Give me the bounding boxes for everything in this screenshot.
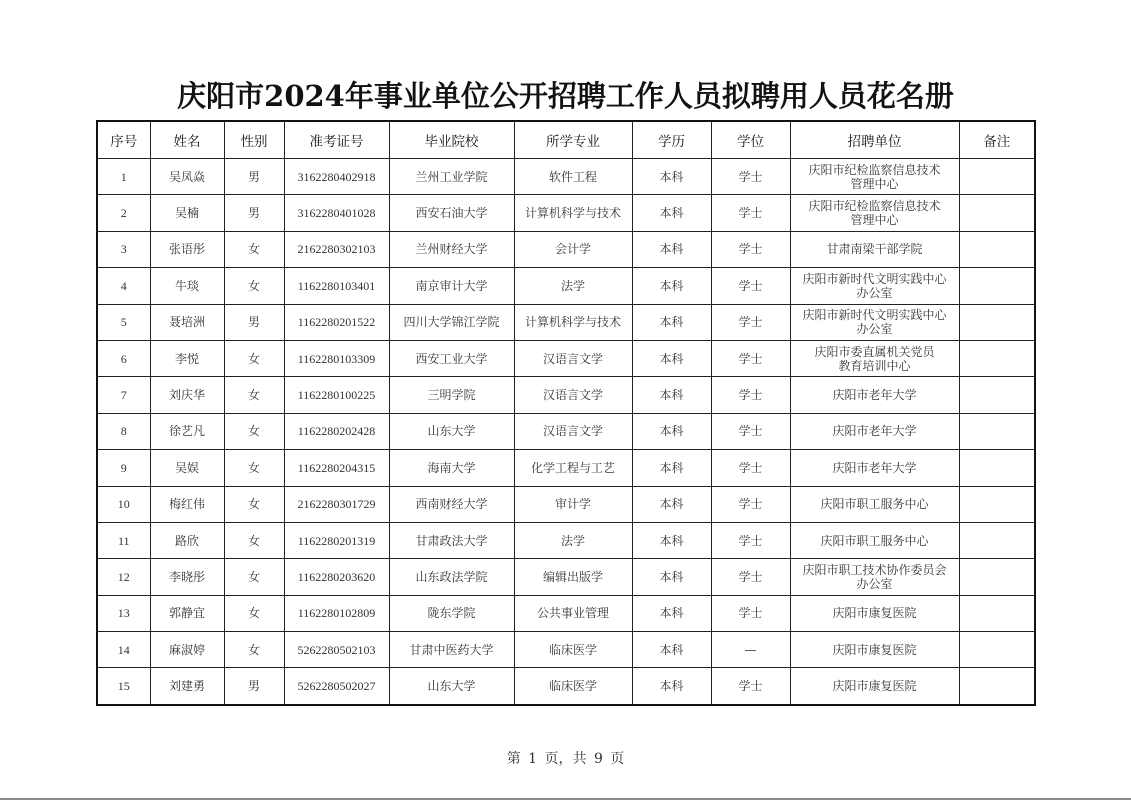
cell-gender: 女: [224, 486, 284, 522]
document-title: 庆阳市2024年事业单位公开招聘工作人员拟聘用人员花名册: [177, 79, 954, 113]
unit-line: 庆阳市老年大学: [832, 388, 917, 403]
table-row: [97, 595, 1035, 631]
unit-line: 庆阳市老年大学: [832, 424, 917, 439]
cell-school: 西安石油大学: [389, 195, 514, 231]
cell-unit: [790, 413, 959, 449]
cell-degree: 学士: [711, 195, 790, 231]
cell-exam-id: 1162280201522: [284, 304, 389, 340]
cell-no: 5: [97, 304, 150, 340]
cell-education: 本科: [632, 159, 711, 195]
cell-degree: 学士: [711, 559, 790, 595]
cell-remark: [959, 195, 1035, 231]
cell-unit: [790, 450, 959, 486]
unit-line: 庆阳市新时代文明实践中心: [802, 308, 947, 323]
cell-no: 7: [97, 377, 150, 413]
cell-remark: [959, 159, 1035, 195]
cell-major: 会计学: [514, 231, 632, 267]
cell-school: 甘肃政法大学: [389, 522, 514, 558]
cell-exam-id: 5262280502027: [284, 668, 389, 705]
cell-school: 陇东学院: [389, 595, 514, 631]
cell-unit: [790, 159, 959, 195]
cell-unit: [790, 377, 959, 413]
cell-remark: [959, 486, 1035, 522]
cell-remark: [959, 595, 1035, 631]
cell-name: 聂培洲: [150, 304, 224, 340]
cell-exam-id: 1162280102809: [284, 595, 389, 631]
cell-remark: [959, 668, 1035, 705]
cell-education: 本科: [632, 632, 711, 668]
cell-education: 本科: [632, 231, 711, 267]
cell-exam-id: 2162280302103: [284, 231, 389, 267]
cell-name: 梅红伟: [150, 486, 224, 522]
table-row: [97, 450, 1035, 486]
table-row: [97, 159, 1035, 195]
cell-no: 15: [97, 668, 150, 705]
cell-no: 14: [97, 632, 150, 668]
header-gender: 性别: [224, 121, 284, 159]
header-name: 姓名: [150, 121, 224, 159]
cell-major: 汉语言文学: [514, 340, 632, 376]
unit-line: 管理中心: [850, 213, 899, 228]
cell-school: 海南大学: [389, 450, 514, 486]
cell-unit: [790, 522, 959, 558]
table-row: [97, 268, 1035, 304]
header-no: 序号: [97, 121, 150, 159]
cell-unit: [790, 668, 959, 705]
cell-exam-id: 3162280401028: [284, 195, 389, 231]
cell-school: 西南财经大学: [389, 486, 514, 522]
table-row: [97, 304, 1035, 340]
cell-exam-id: 1162280103401: [284, 268, 389, 304]
cell-exam-id: 1162280204315: [284, 450, 389, 486]
cell-no: 10: [97, 486, 150, 522]
cell-major: 汉语言文学: [514, 377, 632, 413]
cell-name: 张语彤: [150, 231, 224, 267]
table-body: [97, 159, 1035, 705]
unit-line: 庆阳市纪检监察信息技术: [808, 199, 941, 214]
cell-major: 计算机科学与技术: [514, 304, 632, 340]
cell-education: 本科: [632, 486, 711, 522]
cell-major: 法学: [514, 268, 632, 304]
unit-line: 庆阳市康复医院: [832, 642, 917, 657]
header-education: 学历: [632, 121, 711, 159]
cell-exam-id: 1162280100225: [284, 377, 389, 413]
cell-degree: 学士: [711, 668, 790, 705]
cell-education: 本科: [632, 522, 711, 558]
cell-major: 法学: [514, 522, 632, 558]
table-row: [97, 632, 1035, 668]
cell-remark: [959, 231, 1035, 267]
cell-degree: 学士: [711, 413, 790, 449]
cell-remark: [959, 632, 1035, 668]
cell-name: 麻淑婷: [150, 632, 224, 668]
header-remark: 备注: [959, 121, 1035, 159]
cell-gender: 女: [224, 559, 284, 595]
cell-school: 南京审计大学: [389, 268, 514, 304]
cell-gender: 女: [224, 595, 284, 631]
cell-gender: 女: [224, 413, 284, 449]
cell-name: 刘建勇: [150, 668, 224, 705]
roster-table: [96, 120, 1036, 706]
cell-school: 西安工业大学: [389, 340, 514, 376]
cell-unit: [790, 340, 959, 376]
cell-unit: [790, 559, 959, 595]
cell-education: 本科: [632, 413, 711, 449]
unit-line: 庆阳市老年大学: [832, 460, 917, 475]
cell-remark: [959, 522, 1035, 558]
header-row: [97, 121, 1035, 159]
unit-line: 庆阳市职工服务中心: [820, 497, 929, 512]
cell-gender: 女: [224, 377, 284, 413]
cell-no: 1: [97, 159, 150, 195]
cell-unit: [790, 632, 959, 668]
unit-line: 庆阳市新时代文明实践中心: [802, 271, 947, 286]
cell-degree: 学士: [711, 486, 790, 522]
table-row: [97, 522, 1035, 558]
unit-line: 庆阳市职工服务中心: [820, 533, 929, 548]
header-degree: 学位: [711, 121, 790, 159]
unit-line: 庆阳市委直属机关党员: [814, 344, 935, 359]
cell-major: 化学工程与工艺: [514, 450, 632, 486]
cell-remark: [959, 340, 1035, 376]
cell-education: 本科: [632, 377, 711, 413]
unit-line: 庆阳市康复医院: [832, 606, 917, 621]
cell-no: 2: [97, 195, 150, 231]
unit-line: 办公室: [856, 285, 893, 300]
table-row: [97, 486, 1035, 522]
unit-line: 庆阳市职工技术协作委员会: [802, 562, 947, 577]
table-row: [97, 559, 1035, 595]
cell-name: 郭静宜: [150, 595, 224, 631]
cell-no: 13: [97, 595, 150, 631]
cell-exam-id: 1162280201319: [284, 522, 389, 558]
cell-major: 编辑出版学: [514, 559, 632, 595]
cell-remark: [959, 304, 1035, 340]
cell-unit: [790, 304, 959, 340]
cell-name: 吴凤焱: [150, 159, 224, 195]
cell-gender: 女: [224, 450, 284, 486]
cell-name: 李悦: [150, 340, 224, 376]
cell-gender: 女: [224, 340, 284, 376]
table-row: [97, 340, 1035, 376]
cell-degree: 学士: [711, 340, 790, 376]
cell-unit: [790, 231, 959, 267]
cell-exam-id: 2162280301729: [284, 486, 389, 522]
cell-gender: 男: [224, 195, 284, 231]
cell-name: 李晓彤: [150, 559, 224, 595]
cell-degree: 学士: [711, 231, 790, 267]
table-row: [97, 413, 1035, 449]
table-header: [97, 121, 1035, 159]
cell-school: 兰州工业学院: [389, 159, 514, 195]
cell-degree: 学士: [711, 595, 790, 631]
cell-gender: 男: [224, 159, 284, 195]
cell-school: 四川大学锦江学院: [389, 304, 514, 340]
cell-no: 11: [97, 522, 150, 558]
table-row: [97, 377, 1035, 413]
cell-unit: [790, 268, 959, 304]
table-row: [97, 231, 1035, 267]
cell-school: 山东大学: [389, 413, 514, 449]
cell-major: 临床医学: [514, 632, 632, 668]
cell-gender: 女: [224, 522, 284, 558]
cell-major: 汉语言文学: [514, 413, 632, 449]
cell-education: 本科: [632, 195, 711, 231]
cell-degree: 学士: [711, 268, 790, 304]
cell-no: 9: [97, 450, 150, 486]
cell-education: 本科: [632, 668, 711, 705]
cell-major: 审计学: [514, 486, 632, 522]
header-exam-id: 准考证号: [284, 121, 389, 159]
cell-exam-id: 1162280202428: [284, 413, 389, 449]
cell-major: 公共事业管理: [514, 595, 632, 631]
unit-line: 管理中心: [850, 176, 899, 191]
cell-exam-id: 1162280103309: [284, 340, 389, 376]
cell-degree: 学士: [711, 304, 790, 340]
table-row: [97, 668, 1035, 705]
table-row: [97, 195, 1035, 231]
unit-line: 教育培训中心: [838, 358, 911, 373]
cell-remark: [959, 377, 1035, 413]
cell-school: 甘肃中医药大学: [389, 632, 514, 668]
header-school: 毕业院校: [389, 121, 514, 159]
cell-major: 计算机科学与技术: [514, 195, 632, 231]
header-major: 所学专业: [514, 121, 632, 159]
cell-name: 吴楠: [150, 195, 224, 231]
cell-exam-id: 3162280402918: [284, 159, 389, 195]
cell-name: 牛琰: [150, 268, 224, 304]
cell-education: 本科: [632, 268, 711, 304]
cell-degree: 学士: [711, 522, 790, 558]
cell-school: 兰州财经大学: [389, 231, 514, 267]
cell-degree: —: [711, 632, 790, 668]
cell-exam-id: 5262280502103: [284, 632, 389, 668]
unit-line: 办公室: [856, 576, 893, 591]
unit-line: 甘肃南梁干部学院: [826, 242, 923, 257]
cell-name: 吴娱: [150, 450, 224, 486]
cell-school: 山东政法学院: [389, 559, 514, 595]
unit-line: 办公室: [856, 322, 893, 337]
cell-gender: 女: [224, 231, 284, 267]
cell-gender: 女: [224, 632, 284, 668]
cell-gender: 男: [224, 668, 284, 705]
cell-degree: 学士: [711, 377, 790, 413]
unit-line: 庆阳市纪检监察信息技术: [808, 162, 941, 177]
cell-name: 路欣: [150, 522, 224, 558]
cell-education: 本科: [632, 340, 711, 376]
cell-school: 山东大学: [389, 668, 514, 705]
cell-remark: [959, 450, 1035, 486]
cell-no: 3: [97, 231, 150, 267]
cell-education: 本科: [632, 304, 711, 340]
cell-no: 4: [97, 268, 150, 304]
cell-remark: [959, 268, 1035, 304]
cell-major: 软件工程: [514, 159, 632, 195]
cell-education: 本科: [632, 559, 711, 595]
page-indicator: 第 1 页，共 9 页: [506, 751, 625, 767]
cell-major: 临床医学: [514, 668, 632, 705]
cell-remark: [959, 413, 1035, 449]
cell-education: 本科: [632, 595, 711, 631]
header-unit: 招聘单位: [790, 121, 959, 159]
cell-education: 本科: [632, 450, 711, 486]
cell-no: 8: [97, 413, 150, 449]
cell-degree: 学士: [711, 159, 790, 195]
cell-name: 徐艺凡: [150, 413, 224, 449]
cell-gender: 女: [224, 268, 284, 304]
cell-unit: [790, 195, 959, 231]
cell-degree: 学士: [711, 450, 790, 486]
cell-remark: [959, 559, 1035, 595]
cell-school: 三明学院: [389, 377, 514, 413]
cell-unit: [790, 486, 959, 522]
cell-no: 6: [97, 340, 150, 376]
unit-line: 庆阳市康复医院: [832, 679, 917, 694]
cell-name: 刘庆华: [150, 377, 224, 413]
cell-no: 12: [97, 559, 150, 595]
cell-exam-id: 1162280203620: [284, 559, 389, 595]
cell-unit: [790, 595, 959, 631]
cell-gender: 男: [224, 304, 284, 340]
